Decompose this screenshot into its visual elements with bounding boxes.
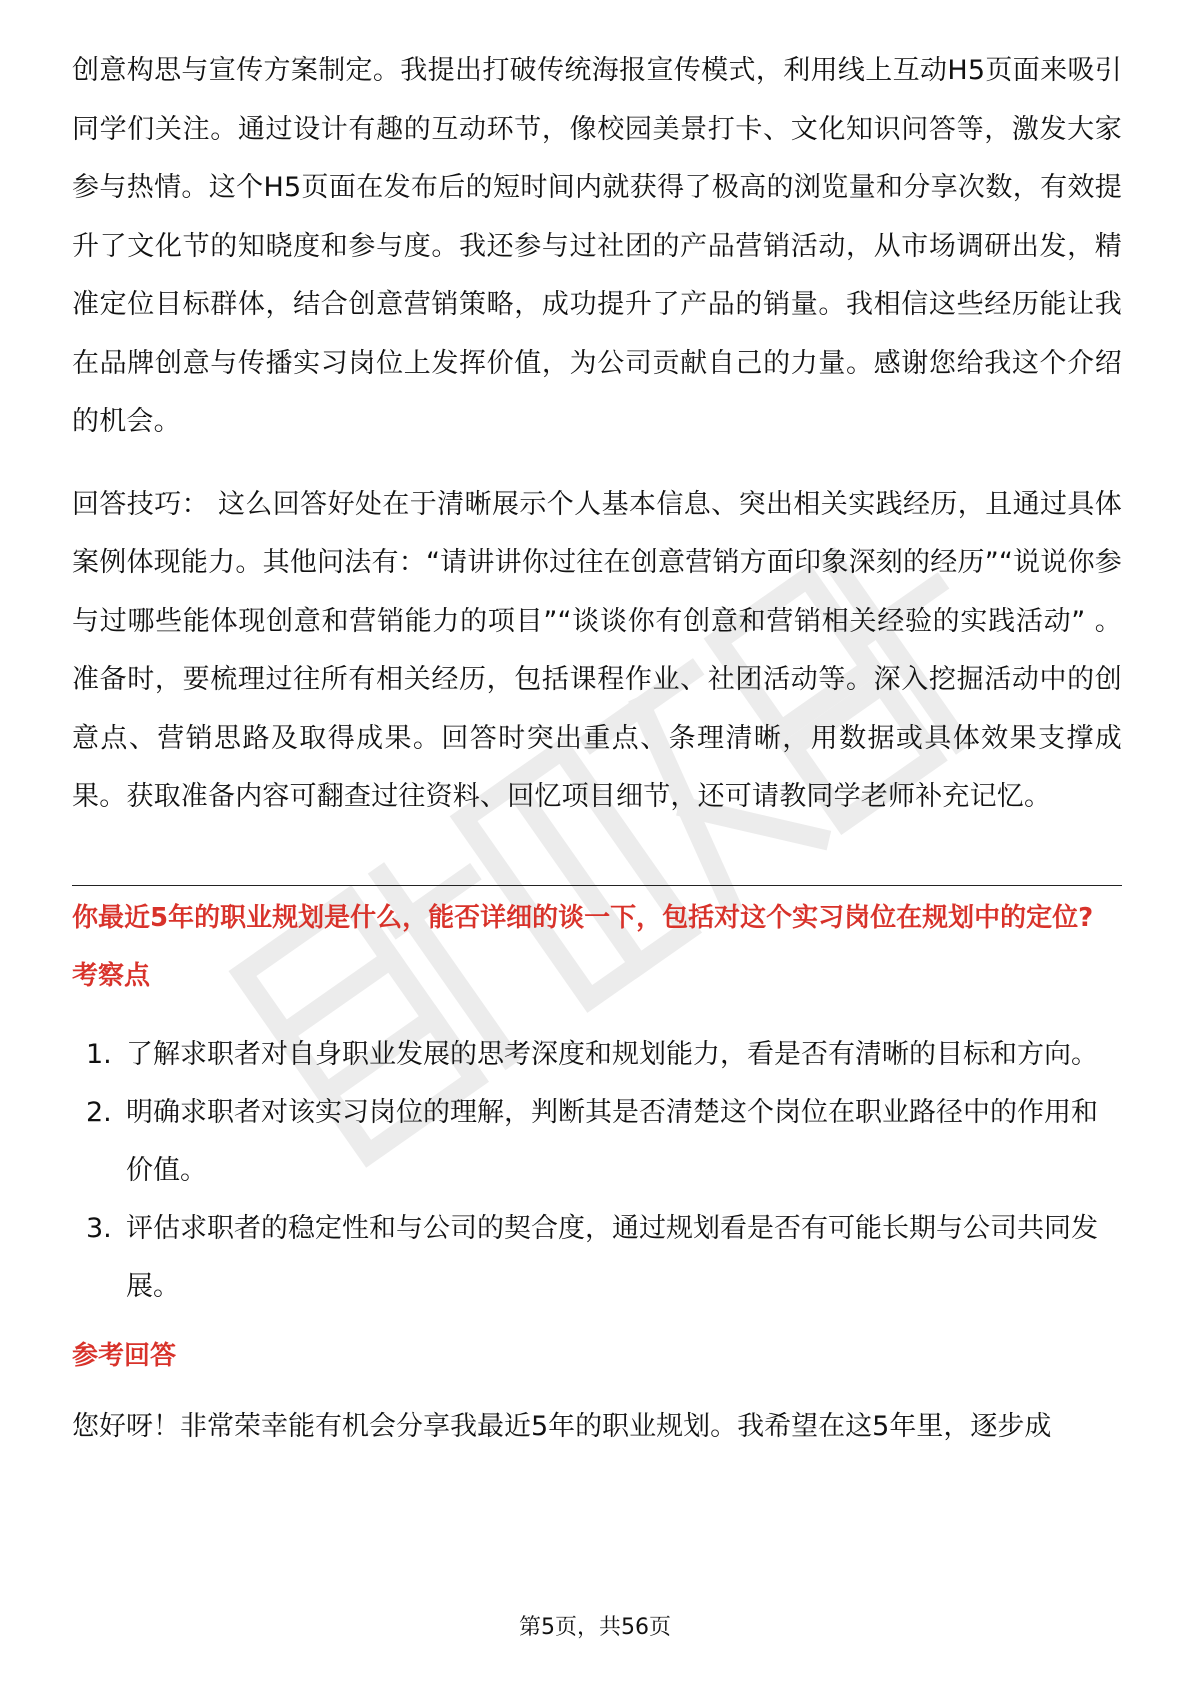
exam-points-list <box>72 1026 1122 1316</box>
list-item-number: 1. <box>86 1038 112 1070</box>
list-item <box>72 1200 1122 1316</box>
list-item-number: 3. <box>86 1212 112 1244</box>
page-content <box>72 42 1122 1456</box>
list-item-text: 评估求职者的稳定性和与公司的契合度，通过规划看是否有可能长期与公司共同发展。 <box>126 1212 1098 1302</box>
intro-paragraph: 创意构思与宣传方案制定。我提出打破传统海报宣传模式，利用线上互动H5页面来吸引同学们关注。通过设计有趣的互动环节，像校园美景打卡、文化知识问答等，激发大家参与热情。这个H5页面在发布后的短时间内就获得了极高的浏览量和分享次数，有效提升了文化节的知晓度和参与度。我还参与过社团的产品营销活动，从市场调研出发，精准定位目标群体，结合创意营销策略，成功提升了产品的销量。我相信这些经历能让我在品牌创意与传播实习岗位上发挥价值，为公司贡献自己的力量。感谢您给我这个介绍的机会。 <box>72 55 1122 437</box>
list-item-number: 2. <box>86 1096 112 1128</box>
reference-answer-label: 参考回答 <box>72 1340 177 1371</box>
exam-points-label: 考察点 <box>72 960 151 991</box>
list-item <box>72 1026 1122 1084</box>
list-item <box>72 1084 1122 1200</box>
section-divider <box>72 885 1122 886</box>
tips-paragraph: 回答技巧： 这么回答好处在于清晰展示个人基本信息、突出相关实践经历，且通过具体案例体现能力。其他问法有：“请讲讲你过往在创意营销方面印象深刻的经历”“说说你参与过哪些能体现创意和营销能力的项目”“谈谈你有创意和营销相关经验的实践活动” 。准备时，要梳理过往所有相关经历，包括课程作业、社团活动等。深入挖掘活动中的创意点、营销思路及取得成果。回答时突出重点、条理清晰，用数据或具体效果支撑成果。获取准备内容可翻查过往资料、回忆项目细节，还可请教同学老师补充记忆。 <box>72 488 1122 812</box>
answer-paragraph: 您好呀！非常荣幸能有机会分享我最近5年的职业规划。我希望在这5年里，逐步成 <box>72 1410 1052 1442</box>
list-item-text: 了解求职者对自身职业发展的思考深度和规划能力，看是否有清晰的目标和方向。 <box>126 1038 1098 1070</box>
list-item-text: 明确求职者对该实习岗位的理解，判断其是否清楚这个岗位在职业路径中的作用和价值。 <box>126 1096 1098 1186</box>
page-footer: 第5页，共56页 <box>519 1615 671 1640</box>
question-heading: 你最近5年的职业规划是什么，能否详细的谈一下，包括对这个实习岗位在规划中的定位? <box>72 902 1094 933</box>
